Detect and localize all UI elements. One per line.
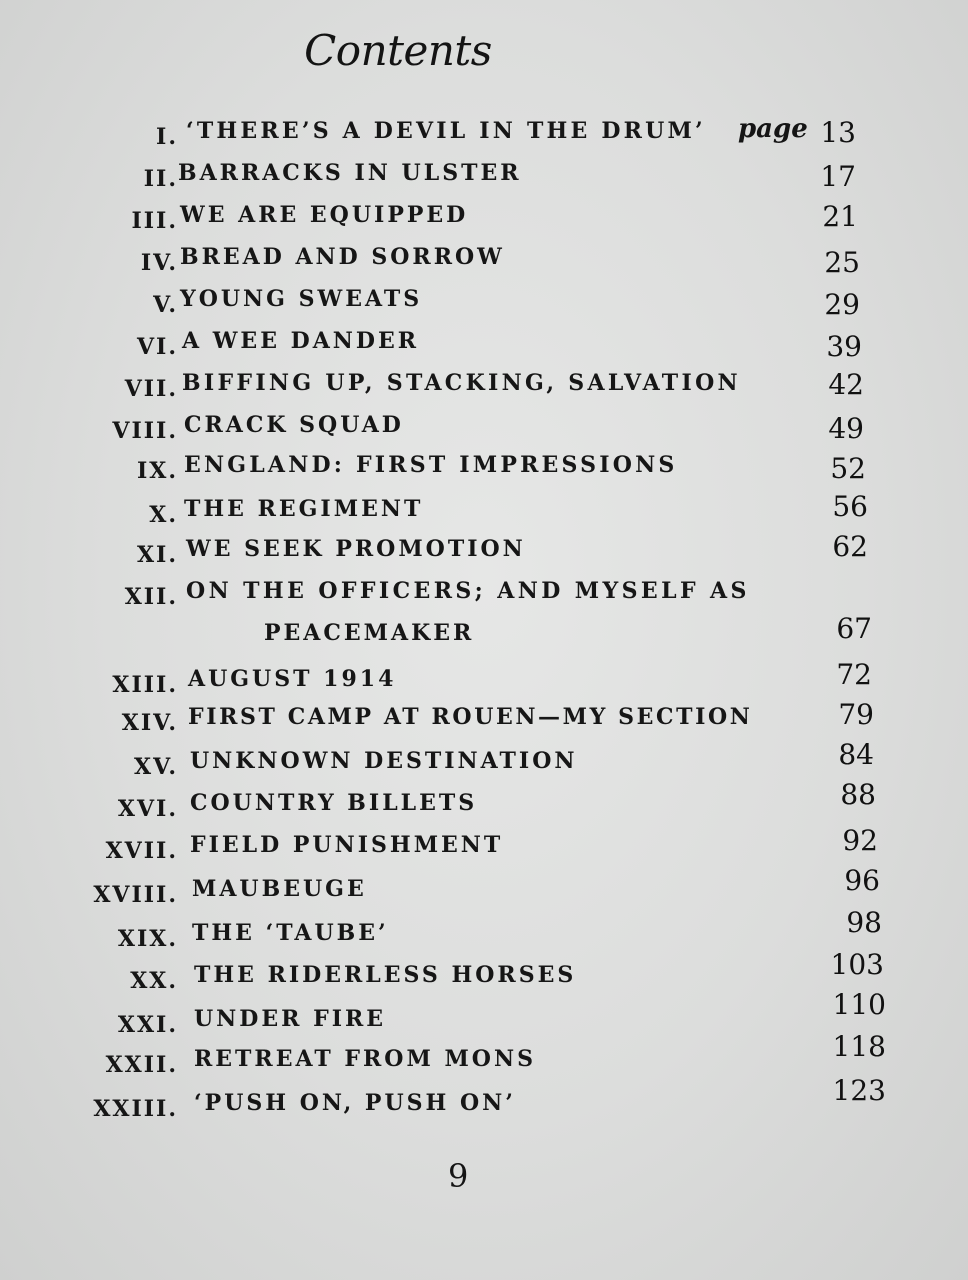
chapter-number: V. <box>153 292 178 318</box>
chapter-number: XX. <box>130 968 178 994</box>
chapter-number: X. <box>149 502 178 528</box>
toc-entry <box>0 160 968 202</box>
chapter-title: MAUBEUGE <box>192 876 367 902</box>
chapter-number: VII. <box>124 376 178 402</box>
chapter-number: IV. <box>140 250 178 276</box>
page-number: 67 <box>836 612 872 645</box>
chapter-number: XI. <box>136 542 178 568</box>
page-number: 29 <box>824 288 860 321</box>
chapter-number: XVI. <box>117 796 178 822</box>
page-number: 96 <box>844 864 880 897</box>
chapter-title: FIELD PUNISHMENT <box>190 832 504 858</box>
page-number: 17 <box>820 160 856 193</box>
page-number: 62 <box>832 530 868 563</box>
chapter-title: UNDER FIRE <box>194 1006 387 1032</box>
page-number: 21 <box>822 200 858 233</box>
page-number: 118 <box>832 1030 886 1063</box>
page-number: 123 <box>832 1074 886 1107</box>
chapter-title: UNKNOWN DESTINATION <box>190 748 578 774</box>
chapter-title: ON THE OFFICERS; AND MYSELF AS <box>186 578 750 604</box>
chapter-title: BIFFING UP, STACKING, SALVATION <box>182 370 741 396</box>
chapter-number: XV. <box>134 754 178 780</box>
chapter-title: BARRACKS IN ULSTER <box>178 160 522 186</box>
chapter-number: XIII. <box>112 672 178 698</box>
chapter-title: RETREAT FROM MONS <box>194 1046 536 1072</box>
page-number: 98 <box>846 906 882 939</box>
chapter-number: IX. <box>136 458 178 484</box>
chapter-number: VIII. <box>112 418 178 444</box>
chapter-number: XII. <box>124 584 178 610</box>
toc-entry <box>0 114 968 160</box>
toc-entry <box>0 202 968 244</box>
chapter-number: XXII. <box>105 1052 178 1078</box>
page-number: 103 <box>830 948 884 981</box>
chapter-title: CRACK SQUAD <box>184 412 404 438</box>
chapter-number: VI. <box>136 334 178 360</box>
page-title: Contents <box>304 26 492 75</box>
page-number: 110 <box>832 988 886 1021</box>
chapter-number: XXIII. <box>93 1096 178 1122</box>
toc-entry <box>0 578 968 662</box>
toc-entry <box>0 328 968 370</box>
page-number: 56 <box>832 490 868 523</box>
page-label: page <box>738 114 808 144</box>
chapter-title: AUGUST 1914 <box>188 666 397 692</box>
page-number: 25 <box>824 246 860 279</box>
chapter-number: III. <box>131 208 178 234</box>
page-folio: 9 <box>448 1157 469 1195</box>
page-number: 79 <box>838 698 874 731</box>
page-number: 39 <box>826 330 862 363</box>
chapter-title: FIRST CAMP AT ROUEN—MY SECTION <box>188 704 753 730</box>
chapter-title: BREAD AND SORROW <box>180 244 505 270</box>
page-number: 42 <box>828 368 864 401</box>
chapter-title: ‘THERE’S A DEVIL IN THE DRUM’ <box>186 118 706 144</box>
toc-entry <box>0 286 968 328</box>
page-number: 72 <box>836 658 872 691</box>
page-number: 13 <box>820 116 856 149</box>
toc-entry <box>0 452 968 494</box>
page-number: 84 <box>838 738 874 771</box>
chapter-number: I. <box>156 124 178 150</box>
chapter-title: ENGLAND: FIRST IMPRESSIONS <box>184 452 678 478</box>
toc-entry <box>0 412 968 454</box>
chapter-number: XVIII. <box>93 882 178 908</box>
chapter-title: WE ARE EQUIPPED <box>180 202 469 228</box>
chapter-title: ‘PUSH ON, PUSH ON’ <box>194 1090 516 1116</box>
toc-entry <box>0 370 968 412</box>
chapter-title: A WEE DANDER <box>182 328 420 354</box>
page-number: 52 <box>830 452 866 485</box>
page-number: 92 <box>842 824 878 857</box>
chapter-number: XIX. <box>117 926 178 952</box>
chapter-number: XVII. <box>105 838 178 864</box>
chapter-title: YOUNG SWEATS <box>180 286 423 312</box>
toc-entry <box>0 530 968 578</box>
chapter-title-continued: PEACEMAKER <box>264 620 475 646</box>
page-number: 49 <box>828 412 864 445</box>
page-number: 88 <box>840 778 876 811</box>
chapter-number: II. <box>143 166 178 192</box>
chapter-title: THE RIDERLESS HORSES <box>194 962 577 988</box>
toc-entry <box>0 1074 968 1130</box>
chapter-title: COUNTRY BILLETS <box>190 790 478 816</box>
toc-entry <box>0 244 968 286</box>
chapter-title: WE SEEK PROMOTION <box>186 536 526 562</box>
chapter-number: XIV. <box>121 710 178 736</box>
chapter-number: XXI. <box>117 1012 178 1038</box>
chapter-title: THE REGIMENT <box>184 496 424 522</box>
chapter-title: THE ‘TAUBE’ <box>192 920 389 946</box>
